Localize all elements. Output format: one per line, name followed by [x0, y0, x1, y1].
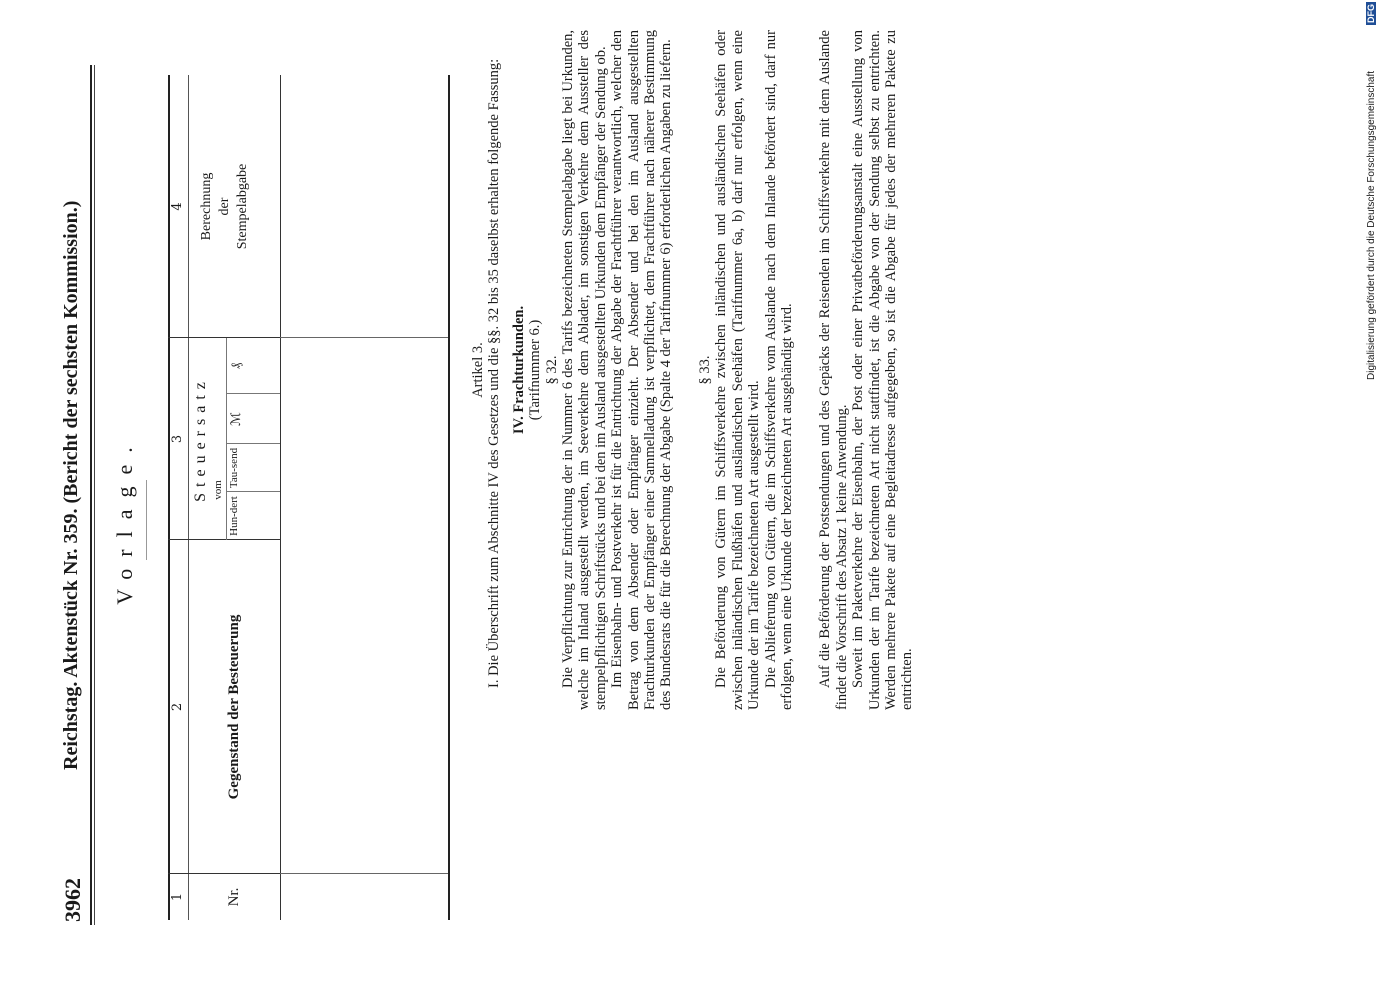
paragraph-33-text-1: Die Beförderung von Gütern im Schiffsverkehre zwischen inländischen und ausländischen Seehäfen oder zwischen inländischen Flußhäfen und ausländischen Seehäfen (Tarifnummer 6a, b) darf nur erfolgen, wenn eine Urkunde der im Tarife bezeichneten Art ausgestellt wird. [713, 30, 763, 710]
artikel-heading: Artikel 3. [470, 342, 486, 398]
page-number: 3962 [60, 878, 85, 922]
tariff-table-header [168, 75, 448, 920]
header-rule [90, 65, 92, 925]
section-heading-frachturkunden: IV. Frachturkunden. [510, 305, 527, 435]
subcol-divider-b [226, 443, 280, 444]
table-end-rule [448, 75, 450, 920]
col-number-2: 2 [170, 702, 185, 712]
document-body [470, 30, 916, 710]
paragraph-33-text-2: Die Ablieferung von Gütern, die im Schiffsverkehre vom Auslande nach dem Inlande befördert sind, darf nur erfolgen, wenn eine Urkunde der bezeichneten Art ausgehändigt wird. [762, 30, 795, 710]
col-body-divider-1 [280, 873, 448, 874]
dfg-logo: DFG [1366, 4, 1376, 23]
paragraph-34-text-2: Soweit im Paketverkehre der Eisenbahn, der Post oder einer Privatbeförderungsanstalt eine Ausstellung von Urkunden der im Tarife bezeichneten Art nicht stattfindet, ist die Abgabe von der Sendung selbst zu entrichten. Werden mehrere Pakete auf eine Begleitadresse aufgegeben, so ist die Abgabe für jedes der mehreren Pakete zu entrichten. [850, 30, 916, 710]
col-header-berechnung [198, 75, 252, 338]
col-header-gegenstand: Gegenstand der Besteuerung [226, 614, 242, 800]
col-header-nr: Nr. [226, 887, 242, 907]
berechnung-line-2: der [217, 197, 232, 216]
berechnung-line-3: Stempelabgabe [235, 163, 250, 250]
paragraph-32-heading: § 32. [543, 355, 560, 385]
paragraph-34-text-1: Auf die Beförderung der Postsendungen und des Gepäcks der Reisenden im Schiffsverkehre mit dem Auslande findet die Vorschrift des Absatz 1 keine Anwendung. [817, 30, 850, 710]
col-header-tausend: Tau-send [228, 447, 240, 489]
col-body-divider-3 [280, 337, 448, 338]
berechnung-line-1: Berechnung [199, 172, 214, 241]
col-number-4: 4 [170, 202, 185, 211]
header-rule-thin [94, 65, 95, 925]
col-number-3: 3 [170, 434, 185, 444]
steuersatz-subrule [226, 338, 227, 540]
heading-underline [146, 480, 147, 560]
col-header-mark: ℳ [228, 412, 243, 426]
paragraph-32-text-2: Im Eisenbahn- und Postverkehr ist für die Entrichtung der Abgabe der Frachtführer verantwortlich, welcher den Betrag von dem Absender oder Empfänger einzieht. Der Absender und bei den im Ausland ausgestellten Frachturkunden der Empfänger einer Sammelladung ist verpflichtet, dem Frachtführer nach näherer Bestimmung des Bundesrats die für die Berechnung der Abgabe (Spalte 4 der Tarifnummer 6) erforderlichen Angaben zu liefern. [609, 30, 675, 710]
col-header-steuersatz: Steuersatz [192, 376, 209, 502]
digitization-credit: Digitalisierung gefördert durch die Deutsche Forschungsgemeinschaft [1366, 70, 1377, 380]
section-heading-vorlage: Vorlage. [112, 435, 137, 605]
intro-paragraph: I. Die Überschrift zum Abschnitte IV des Gesetzes und die §§. 32 bis 35 daselbst erhalten folgende Fassung: [486, 58, 503, 688]
paragraph-32-text-1: Die Verpflichtung zur Entrichtung der in Nummer 6 des Tarifs bezeichneten Stempelabgabe liegt bei Urkunden, welche im Inland ausgestellt werden, im Seeverkehre dem Ablader, im sonstigen Verkehre dem Aussteller des stempelpflichtigen Schriftstücks und bei den im Ausland ausgestellten Urkunden dem Empfänger der Sendung ob. [560, 30, 609, 710]
col-number-1: 1 [170, 892, 185, 902]
table-number-rule [188, 75, 189, 920]
section-subheading: (Tarifnummer 6.) [527, 319, 544, 421]
col-header-vom: vom [212, 480, 224, 500]
col-header-hundert: Hun-dert [228, 496, 240, 536]
table-bottom-rule [280, 75, 281, 920]
page-header-title: Reichstag. Aktenstück Nr. 359. (Bericht der sechsten Kommission.) [60, 200, 82, 770]
col-header-pfennig: ₰ [228, 362, 243, 370]
paragraph-33-heading: § 33. [696, 355, 713, 385]
subcol-divider-a [226, 491, 280, 492]
subcol-divider-c [226, 393, 280, 394]
